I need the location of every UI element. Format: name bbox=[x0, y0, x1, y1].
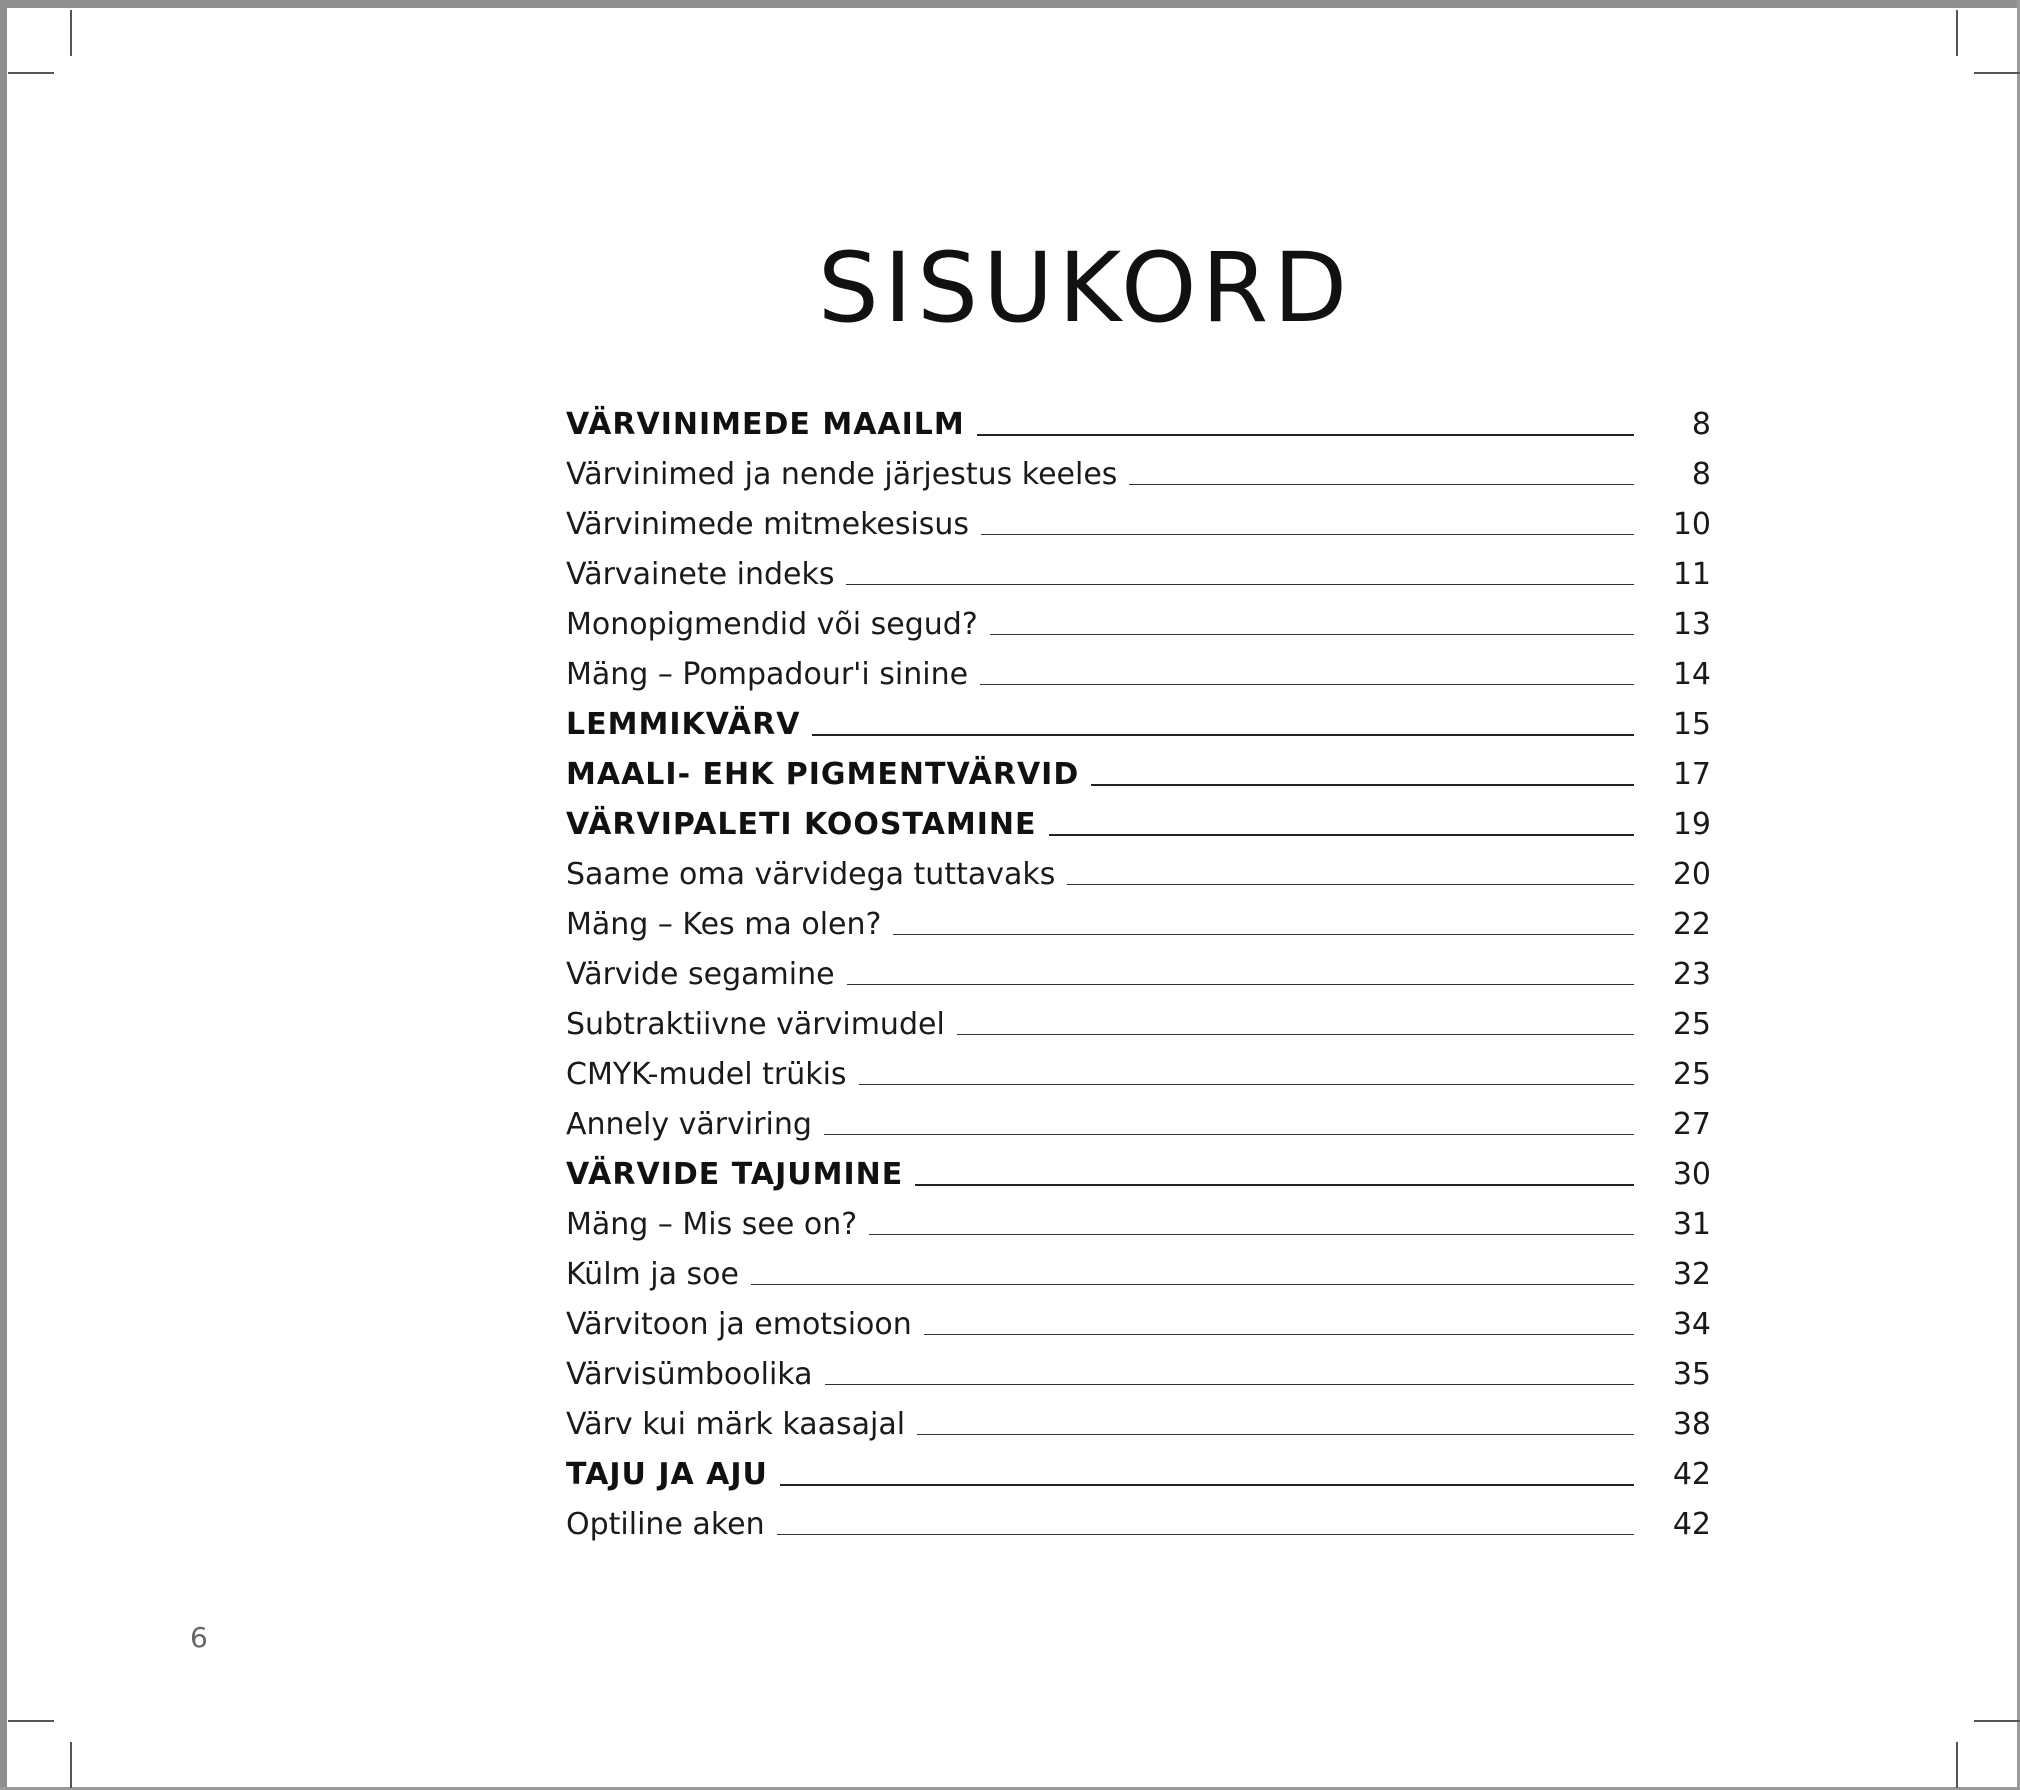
toc-entry-page: 35 bbox=[1672, 1357, 1711, 1392]
toc-leader-line bbox=[846, 584, 1634, 585]
toc-entry[interactable] bbox=[566, 500, 1711, 550]
toc-leader-line bbox=[924, 1334, 1634, 1335]
toc-entry[interactable] bbox=[566, 1250, 1711, 1300]
toc-entry-title: TAJU JA AJU bbox=[566, 1457, 768, 1492]
toc-entry[interactable] bbox=[566, 1350, 1711, 1400]
toc-section-entry[interactable] bbox=[566, 700, 1711, 750]
toc-entry-page: 20 bbox=[1672, 857, 1711, 892]
toc-leader-line bbox=[893, 934, 1634, 935]
table-of-contents bbox=[566, 400, 1711, 1550]
toc-entry-title: Värv kui märk kaasajal bbox=[566, 1407, 906, 1442]
toc-section-entry[interactable] bbox=[566, 400, 1711, 450]
crop-mark-top-left-horizontal bbox=[8, 72, 54, 74]
page-frame-top bbox=[0, 0, 2020, 8]
toc-entry[interactable] bbox=[566, 600, 1711, 650]
toc-entry-page: 30 bbox=[1672, 1157, 1711, 1192]
toc-leader-line bbox=[824, 1134, 1634, 1135]
toc-entry-title: Subtraktiivne värvimudel bbox=[566, 1007, 945, 1042]
toc-entry-title: LEMMIKVÄRV bbox=[566, 707, 801, 742]
toc-leader-line bbox=[915, 1184, 1634, 1186]
toc-entry-title: Mäng – Kes ma olen? bbox=[566, 907, 882, 942]
toc-entry[interactable] bbox=[566, 1100, 1711, 1150]
toc-entry[interactable] bbox=[566, 1400, 1711, 1450]
toc-leader-line bbox=[869, 1234, 1634, 1235]
toc-leader-line bbox=[751, 1284, 1634, 1285]
toc-entry-title: Värvide segamine bbox=[566, 957, 835, 992]
toc-leader-line bbox=[859, 1084, 1634, 1085]
toc-entry-title: Värvinimede mitmekesisus bbox=[566, 507, 970, 542]
toc-leader-line bbox=[980, 684, 1634, 685]
toc-entry-title: CMYK-mudel trükis bbox=[566, 1057, 847, 1092]
toc-entry-title: Värvitoon ja emotsioon bbox=[566, 1307, 912, 1342]
toc-entry[interactable] bbox=[566, 1500, 1711, 1550]
toc-section-entry[interactable] bbox=[566, 800, 1711, 850]
toc-leader-line bbox=[847, 984, 1634, 985]
toc-entry-title: Optiline aken bbox=[566, 1507, 765, 1542]
toc-entry-page: 15 bbox=[1672, 707, 1711, 742]
toc-entry-page: 42 bbox=[1672, 1507, 1711, 1542]
toc-entry[interactable] bbox=[566, 950, 1711, 1000]
crop-mark-bottom-right-vertical bbox=[1956, 1742, 1958, 1788]
toc-entry-page: 25 bbox=[1672, 1007, 1711, 1042]
toc-entry[interactable] bbox=[566, 450, 1711, 500]
toc-entry-title: Mäng – Mis see on? bbox=[566, 1207, 858, 1242]
toc-entry-title: Mäng – Pompadour'i sinine bbox=[566, 657, 969, 692]
crop-mark-bottom-left-vertical bbox=[70, 1742, 72, 1788]
crop-mark-bottom-left-horizontal bbox=[8, 1720, 54, 1722]
toc-entry-page: 32 bbox=[1672, 1257, 1711, 1292]
toc-entry[interactable] bbox=[566, 1300, 1711, 1350]
toc-entry-title: Annely värviring bbox=[566, 1107, 812, 1142]
toc-entry-page: 31 bbox=[1672, 1207, 1711, 1242]
toc-leader-line bbox=[977, 434, 1634, 436]
toc-entry[interactable] bbox=[566, 900, 1711, 950]
toc-leader-line bbox=[780, 1484, 1634, 1486]
toc-entry-page: 34 bbox=[1672, 1307, 1711, 1342]
toc-leader-line bbox=[990, 634, 1634, 635]
toc-leader-line bbox=[1049, 834, 1634, 836]
toc-entry-title: Külm ja soe bbox=[566, 1257, 739, 1292]
toc-entry-page: 23 bbox=[1672, 957, 1711, 992]
crop-mark-top-left-vertical bbox=[70, 10, 72, 56]
toc-entry-page: 38 bbox=[1672, 1407, 1711, 1442]
toc-entry-title: Monopigmendid või segud? bbox=[566, 607, 978, 642]
toc-leader-line bbox=[1129, 484, 1634, 485]
toc-leader-line bbox=[1091, 784, 1634, 786]
toc-entry-page: 17 bbox=[1672, 757, 1711, 792]
toc-entry[interactable] bbox=[566, 550, 1711, 600]
toc-entry-title: Värvainete indeks bbox=[566, 557, 835, 592]
toc-section-entry[interactable] bbox=[566, 750, 1711, 800]
toc-leader-line bbox=[917, 1434, 1634, 1435]
crop-mark-top-right-vertical bbox=[1956, 10, 1958, 56]
toc-entry-page: 27 bbox=[1672, 1107, 1711, 1142]
toc-leader-line bbox=[1067, 884, 1634, 885]
toc-entry-title: Saame oma värvidega tuttavaks bbox=[566, 857, 1056, 892]
toc-entry[interactable] bbox=[566, 1200, 1711, 1250]
toc-entry-page: 8 bbox=[1691, 407, 1711, 442]
toc-entry-page: 8 bbox=[1691, 457, 1711, 492]
toc-entry[interactable] bbox=[566, 1050, 1711, 1100]
toc-leader-line bbox=[812, 734, 1634, 736]
toc-entry-page: 25 bbox=[1672, 1057, 1711, 1092]
toc-entry-title: VÄRVIPALETI KOOSTAMINE bbox=[566, 807, 1037, 842]
toc-leader-line bbox=[825, 1384, 1634, 1385]
toc-entry-page: 13 bbox=[1672, 607, 1711, 642]
toc-leader-line bbox=[981, 534, 1634, 535]
toc-entry-page: 10 bbox=[1672, 507, 1711, 542]
page-title: SISUKORD bbox=[817, 232, 1353, 344]
toc-section-entry[interactable] bbox=[566, 1150, 1711, 1200]
toc-entry-page: 19 bbox=[1672, 807, 1711, 842]
toc-entry-title: VÄRVINIMEDE MAAILM bbox=[566, 407, 965, 442]
toc-entry-title: MAALI- EHK PIGMENTVÄRVID bbox=[566, 757, 1080, 792]
toc-entry-page: 22 bbox=[1672, 907, 1711, 942]
toc-entry[interactable] bbox=[566, 1000, 1711, 1050]
toc-entry-page: 11 bbox=[1672, 557, 1711, 592]
toc-entry-page: 14 bbox=[1672, 657, 1711, 692]
crop-mark-top-right-horizontal bbox=[1974, 72, 2020, 74]
page-number: 6 bbox=[190, 1621, 208, 1654]
toc-entry-title: VÄRVIDE TAJUMINE bbox=[566, 1157, 904, 1192]
toc-leader-line bbox=[777, 1534, 1634, 1535]
toc-entry-title: Värvinimed ja nende järjestus keeles bbox=[566, 457, 1118, 492]
toc-entry[interactable] bbox=[566, 850, 1711, 900]
toc-entry[interactable] bbox=[566, 650, 1711, 700]
toc-section-entry[interactable] bbox=[566, 1450, 1711, 1500]
toc-entry-page: 42 bbox=[1672, 1457, 1711, 1492]
toc-entry-title: Värvisümboolika bbox=[566, 1357, 813, 1392]
toc-leader-line bbox=[957, 1034, 1634, 1035]
crop-mark-bottom-right-horizontal bbox=[1974, 1720, 2020, 1722]
